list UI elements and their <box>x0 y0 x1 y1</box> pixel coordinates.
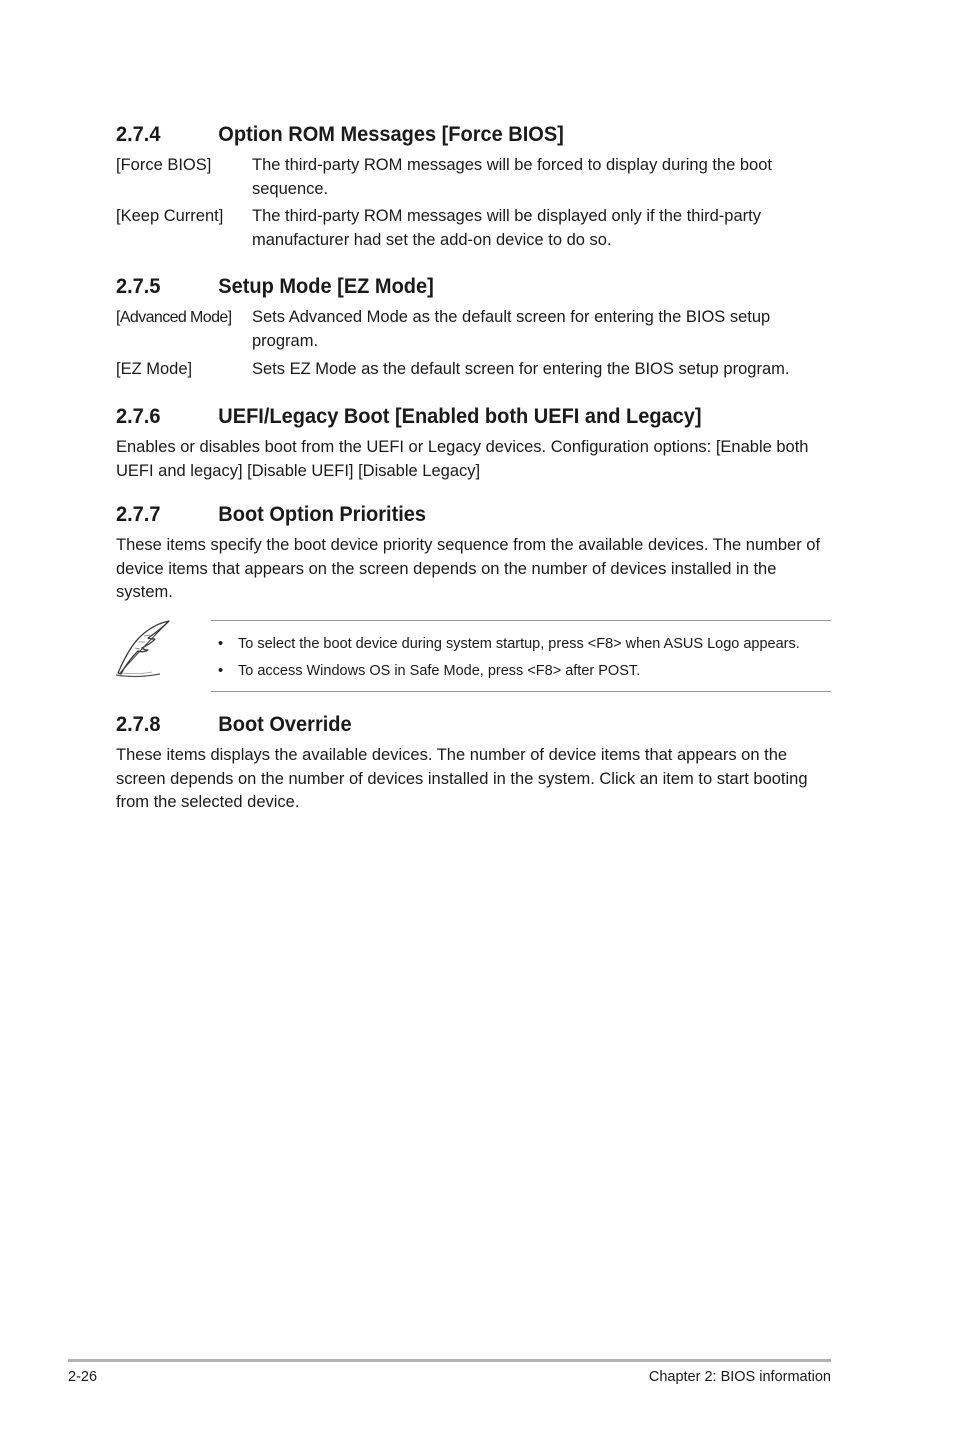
section-title: Boot Option Priorities <box>218 502 427 526</box>
option-description: The third-party ROM messages will be displayed only if the third-party manufacturer had set the add-on device to do so. <box>252 207 761 249</box>
option-key: [Force BIOS] <box>116 156 212 174</box>
bullet: • <box>218 663 224 679</box>
section-title: Option ROM Messages [Force BIOS] <box>218 122 564 146</box>
option-key: [EZ Mode] <box>116 360 193 378</box>
section-body-2-7-8: These items displays the available devices. The number of device items that appears on the screen depends on the number of devices installed in the system. Click an item to start booting from the selected device. <box>116 746 808 811</box>
section-heading-2-7-7 <box>116 501 426 527</box>
option-key: [Keep Current] <box>116 207 224 225</box>
option-row-ez-mode <box>116 358 831 382</box>
section-number: 2.7.6 <box>116 404 161 428</box>
quill-pen-icon <box>114 618 172 678</box>
footer-divider <box>68 1359 831 1362</box>
note-item <box>211 635 800 653</box>
section-title: Setup Mode [EZ Mode] <box>218 274 434 298</box>
option-description: Sets EZ Mode as the default screen for entering the BIOS setup program. <box>252 360 790 378</box>
section-heading-2-7-5 <box>116 273 434 299</box>
section-number: 2.7.8 <box>116 712 161 736</box>
option-description: Sets Advanced Mode as the default screen for entering the BIOS setup program. <box>252 308 771 350</box>
section-title: UEFI/Legacy Boot [Enabled both UEFI and Legacy] <box>218 404 702 428</box>
section-number: 2.7.5 <box>116 274 161 298</box>
section-title: Boot Override <box>218 712 352 736</box>
section-heading-2-7-4 <box>116 121 564 147</box>
section-body-2-7-7: These items specify the boot device priority sequence from the available devices. The number of device items that appears on the screen depends on the number of devices installed in the system. <box>116 536 821 601</box>
note-box <box>211 620 831 692</box>
section-number: 2.7.7 <box>116 502 161 526</box>
section-heading-2-7-6 <box>116 403 702 429</box>
chapter-title: Chapter 2: BIOS information <box>648 1369 831 1385</box>
bullet: • <box>218 636 224 652</box>
note-item <box>211 662 640 680</box>
option-key: [Advanced Mode] <box>116 309 232 326</box>
option-row-keep-current <box>116 205 831 252</box>
note-text: To select the boot device during system startup, press <F8> when ASUS Logo appears. <box>238 636 800 652</box>
section-heading-2-7-8 <box>116 711 352 737</box>
section-body-2-7-6: Enables or disables boot from the UEFI or Legacy devices. Configuration options: [Enable both UEFI and legacy] [Disable UEFI] [Disable Legacy] <box>116 438 809 480</box>
section-number: 2.7.4 <box>116 122 161 146</box>
option-row-advanced-mode <box>116 306 831 353</box>
page-number: 2-26 <box>68 1369 98 1385</box>
note-text: To access Windows OS in Safe Mode, press <F8> after POST. <box>238 663 641 679</box>
option-row-force-bios <box>116 154 831 201</box>
option-description: The third-party ROM messages will be forced to display during the boot sequence. <box>252 156 772 198</box>
